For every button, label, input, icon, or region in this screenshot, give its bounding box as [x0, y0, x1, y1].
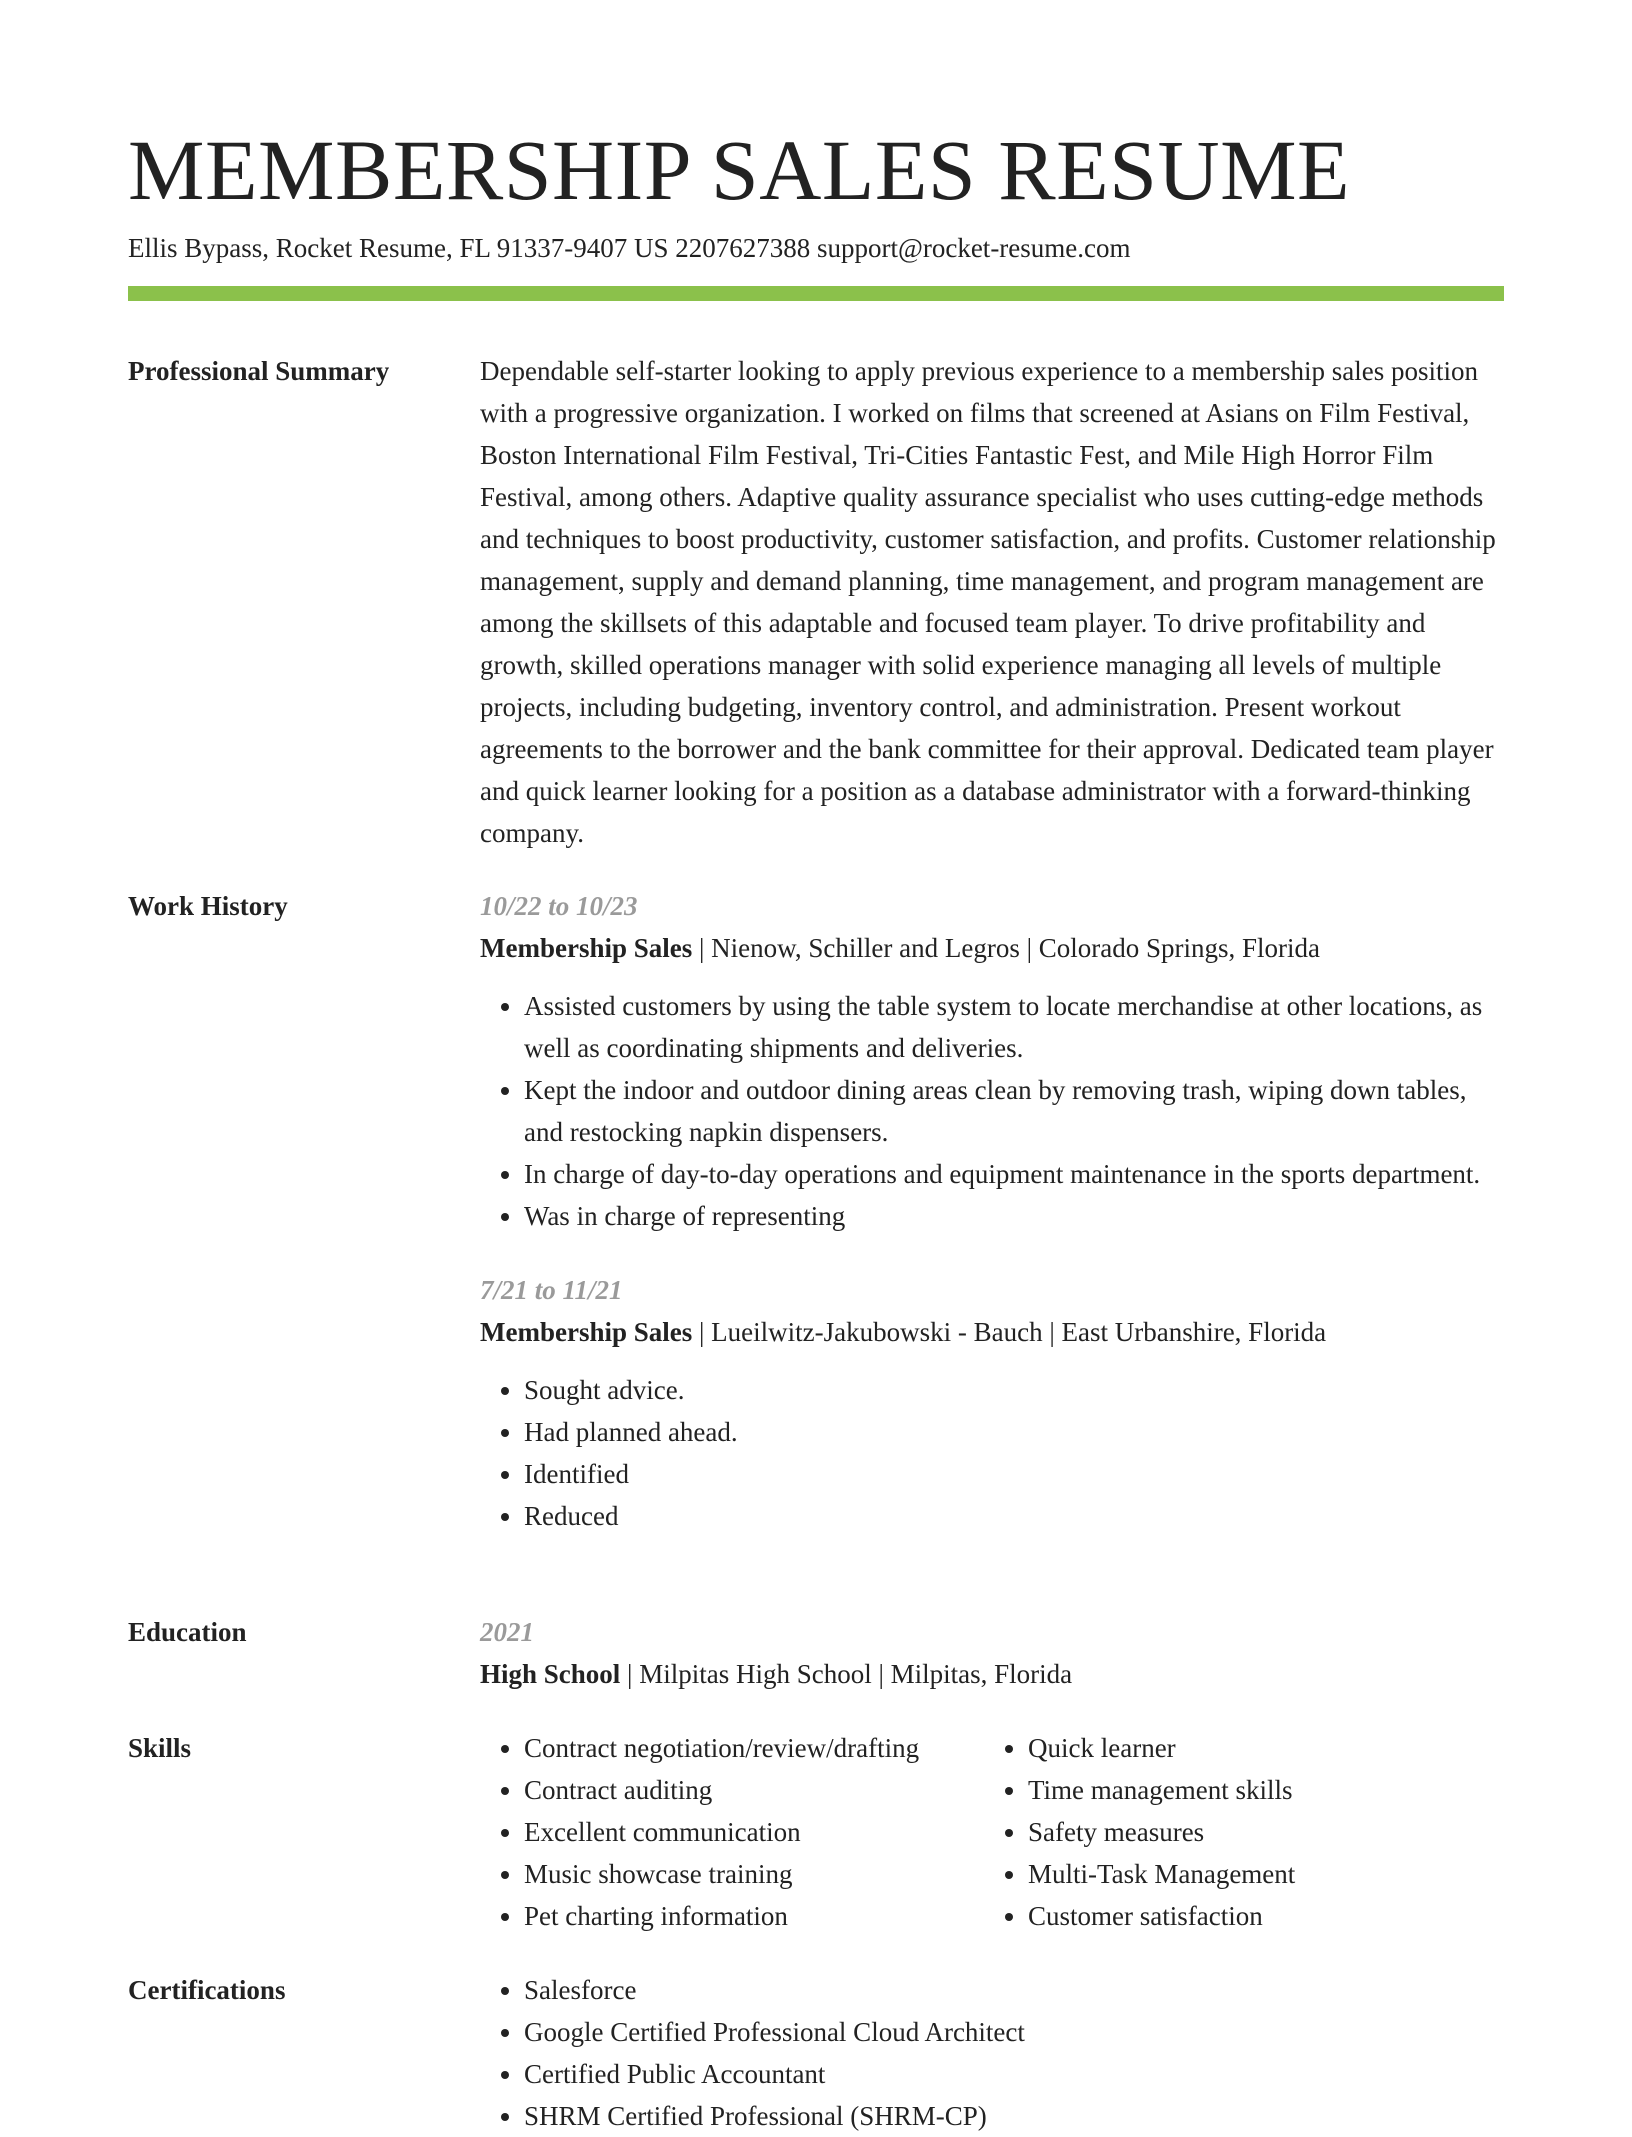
job-role-line [480, 927, 1504, 969]
job-bullet-list [480, 985, 1504, 1237]
skill-item: • Multi-Task Management [1028, 1853, 1295, 1895]
job-bullet: • Was in charge of representing [524, 1195, 1504, 1237]
job-bullet: • Identified [524, 1453, 1504, 1495]
skill-item: • Safety measures [1028, 1811, 1295, 1853]
job-dates: 7/21 to 11/21 [480, 1275, 623, 1305]
certification-item: • Salesforce [524, 1969, 1504, 2011]
certification-item: • Certified Public Accountant [524, 2053, 1504, 2095]
job-bullet-list [480, 1369, 1504, 1537]
accent-divider [128, 286, 1504, 301]
skills-columns [480, 1727, 1504, 1937]
job-bullet: • Sought advice. [524, 1369, 1504, 1411]
job-bullet: • Had planned ahead. [524, 1411, 1504, 1453]
education-degree: High School [480, 1659, 621, 1689]
skill-item: • Customer satisfaction [1028, 1895, 1295, 1937]
certification-item: • Google Certified Professional Cloud Architect [524, 2011, 1504, 2053]
education-line [480, 1653, 1504, 1695]
job-title: Membership Sales [480, 933, 693, 963]
work-history-heading: Work History [128, 891, 288, 921]
skills-list-right [984, 1727, 1295, 1937]
job-bullet: • Assisted customers by using the table system to locate merchandise at other locations, as well as coordinating shipments and deliveries. [524, 985, 1504, 1069]
job-details: | Lueilwitz-Jakubowski - Bauch | East Urbanshire, Florida [692, 1317, 1327, 1347]
job-details: | Nienow, Schiller and Legros | Colorado Springs, Florida [692, 933, 1320, 963]
skills-list-left [480, 1727, 919, 1937]
job-entry [480, 1269, 1504, 1537]
job-bullet: • In charge of day-to-day operations and equipment maintenance in the sports department. [524, 1153, 1504, 1195]
summary-text: Dependable self-starter looking to apply previous experience to a membership sales position with a progressive organization. I worked on films that screened at Asians on Film Festival, Boston International Film Festival, Tri-Cities Fantastic Fest, and Mile High Horror Film Festival, among others. Adaptive quality assurance specialist who uses cutting-edge methods and techniques to boost productivity, customer satisfaction, and profits. Customer relationship management, supply and demand planning, time management, and program management are among the skillsets of this adaptable and focused team player. To drive profitability and growth, skilled operations manager with solid experience managing all levels of multiple projects, including budgeting, inventory control, and administration. Present workout agreements to the borrower and the bank committee for their approval. Dedicated team player and quick learner looking for a position as a database administrator with a forward-thinking company. [480, 356, 1496, 848]
education-details: | Milpitas High School | Milpitas, Florida [620, 1659, 1073, 1689]
job-role-line [480, 1311, 1504, 1353]
certification-item: • SHRM Certified Professional (SHRM-CP) [524, 2095, 1504, 2137]
job-bullet: • Reduced [524, 1495, 1504, 1537]
skill-item: • Time management skills [1028, 1769, 1295, 1811]
certifications-heading: Certifications [128, 1975, 286, 2005]
skill-item: • Contract negotiation/review/drafting [524, 1727, 919, 1769]
skill-item: • Music showcase training [524, 1853, 919, 1895]
skills-heading: Skills [128, 1733, 192, 1763]
summary-heading: Professional Summary [128, 356, 390, 386]
resume-title: MEMBERSHIP SALES RESUME [128, 122, 1351, 218]
skill-item: • Contract auditing [524, 1769, 919, 1811]
education-heading: Education [128, 1617, 247, 1647]
job-dates: 10/22 to 10/23 [480, 891, 638, 921]
skill-item: • Quick learner [1028, 1727, 1295, 1769]
job-entry [480, 885, 1504, 1237]
skill-item: • Pet charting information [524, 1895, 919, 1937]
skill-item: • Excellent communication [524, 1811, 919, 1853]
education-year: 2021 [480, 1617, 534, 1647]
job-bullet: • Kept the indoor and outdoor dining areas clean by removing trash, wiping down tables, and restocking napkin dispensers. [524, 1069, 1504, 1153]
contact-line: Ellis Bypass, Rocket Resume, FL 91337-9407 US 2207627388 support@rocket-resume.com [128, 233, 1131, 263]
job-title: Membership Sales [480, 1317, 693, 1347]
